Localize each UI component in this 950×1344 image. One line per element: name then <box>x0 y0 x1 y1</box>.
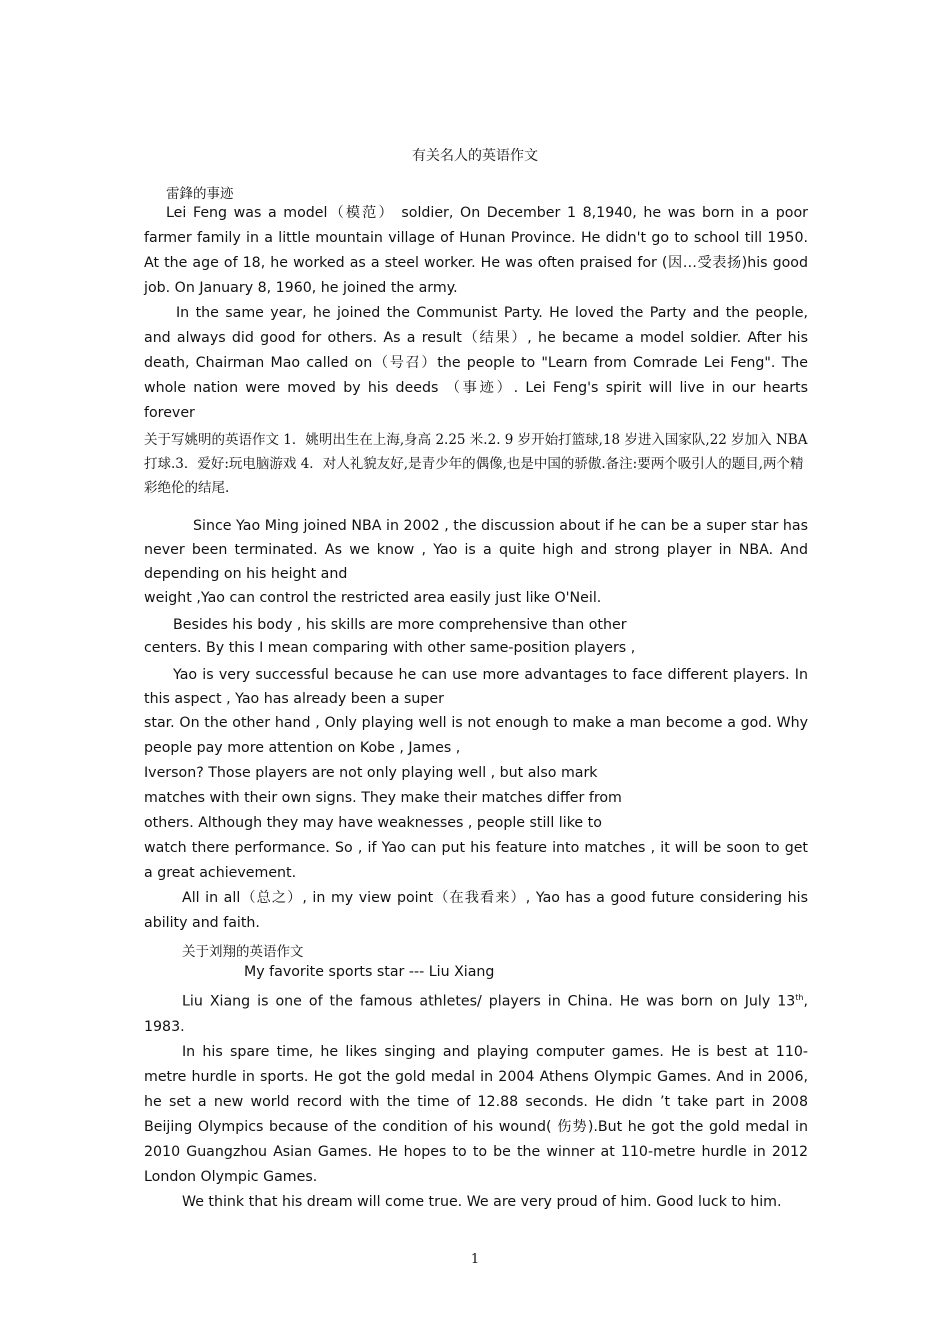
liu-xiang-section <box>144 960 808 1215</box>
document-title: 有关名人的英语作文 <box>412 148 538 164</box>
yao-ming-paragraph-1a: Since Yao Ming joined NBA in 2002 , the discussion about if he can be a super star has never been terminated. As we know , Yao is a quite high and strong player in NBA. And depending on his height and <box>144 518 808 582</box>
yao-ming-paragraph-3b: star. On the other hand , Only playing well is not enough to make a man become a god. Why people pay more attention on Kobe , James , <box>144 715 808 756</box>
yao-ming-paragraph-2a: Besides his body , his skills are more comprehensive than other <box>173 617 627 633</box>
liu-xiang-subtitle: My favorite sports star --- Liu Xiang <box>244 964 495 980</box>
liu-xiang-heading: 关于刘翔的英语作文 <box>182 944 304 960</box>
yao-ming-essay <box>144 514 808 936</box>
lei-feng-section <box>144 201 808 426</box>
yao-ming-paragraph-2b: centers. By this I mean comparing with other same-position players , <box>144 640 636 656</box>
liu-xiang-paragraph-1-end: , 1983. <box>144 993 808 1035</box>
lei-feng-paragraph-1: Lei Feng was a model（模范） soldier, On December 1 8,1940, he was born in a poor farmer family in a little mountain village of Hunan Province. He didn't go to school till 1950. At the age of 18, he worked as a steel worker. He was often praised for (因…受表扬)his good job. On January 8, 1960, he joined the army. <box>144 205 808 296</box>
yao-ming-paragraph-3f: watch there performance. So , if Yao can put his feature into matches , it will be soon to get a great achievement. <box>144 840 808 881</box>
yao-ming-paragraph-3d: matches with their own signs. They make their matches differ from <box>144 790 622 806</box>
yao-ming-paragraph-4: All in all（总之）, in my view point（在我看来）, Yao has a good future considering his ability and faith. <box>144 890 808 931</box>
liu-xiang-paragraph-1-text: Liu Xiang is one of the famous athletes/ players in China. He was born on July 13 <box>182 993 796 1010</box>
liu-xiang-paragraph-3: We think that his dream will come true. We are very proud of him. Good luck to him. <box>182 1193 782 1210</box>
yao-ming-paragraph-3e: others. Although they may have weaknesses , people still like to <box>144 815 602 831</box>
liu-xiang-paragraph-2: In his spare time, he likes singing and playing computer games. He is best at 110-metre hurdle in sports. He got the gold medal in 2004 Athens Olympic Games. And in 2006, he set a new world record with the time of 12.88 seconds. He didn ’t take part in 2008 Beijing Olympics because of the condition of his wound( 伤势).But he got the gold medal in 2010 Guangzhou Asian Games. He hopes to to be the winner at 110-metre hurdle in 2012 London Olympic Games. <box>144 1043 808 1185</box>
yao-ming-paragraph-1b: weight ,Yao can control the restricted area easily just like O'Neil. <box>144 590 602 606</box>
lei-feng-paragraph-2: In the same year, he joined the Communist Party. He loved the Party and the people, and always did good for others. As a result（结果）, he became a model soldier. After his death, Chairman Mao called on（号召）the people to "Learn from Comrade Lei Feng". The whole nation were moved by his deeds （事迹）. Lei Feng's spirit will live in our hearts forever <box>144 305 808 421</box>
yao-ming-prompt: 关于写姚明的英语作文 1．姚明出生在上海,身高 2.25 米.2. 9 岁开始打篮球,18 岁进入国家队,22 岁加入 NBA 打球.3．爱好:玩电脑游戏 4．对人礼貌友好,是青少年的偶像,也是中国的骄傲.备注:要两个吸引人的题目,两个精彩绝伦的结尾. <box>144 432 808 496</box>
lei-feng-heading: 雷鋒的事迹 <box>166 186 234 202</box>
page-number: 1 <box>470 1252 480 1267</box>
liu-xiang-paragraph-1 <box>144 985 808 1040</box>
yao-ming-paragraph-3c: Iverson? Those players are not only playing well , but also mark <box>144 765 598 781</box>
ordinal-suffix: th <box>795 993 804 1002</box>
yao-ming-paragraph-3a: Yao is very successful because he can use more advantages to face different players. In this aspect , Yao has already been a super <box>144 667 808 707</box>
